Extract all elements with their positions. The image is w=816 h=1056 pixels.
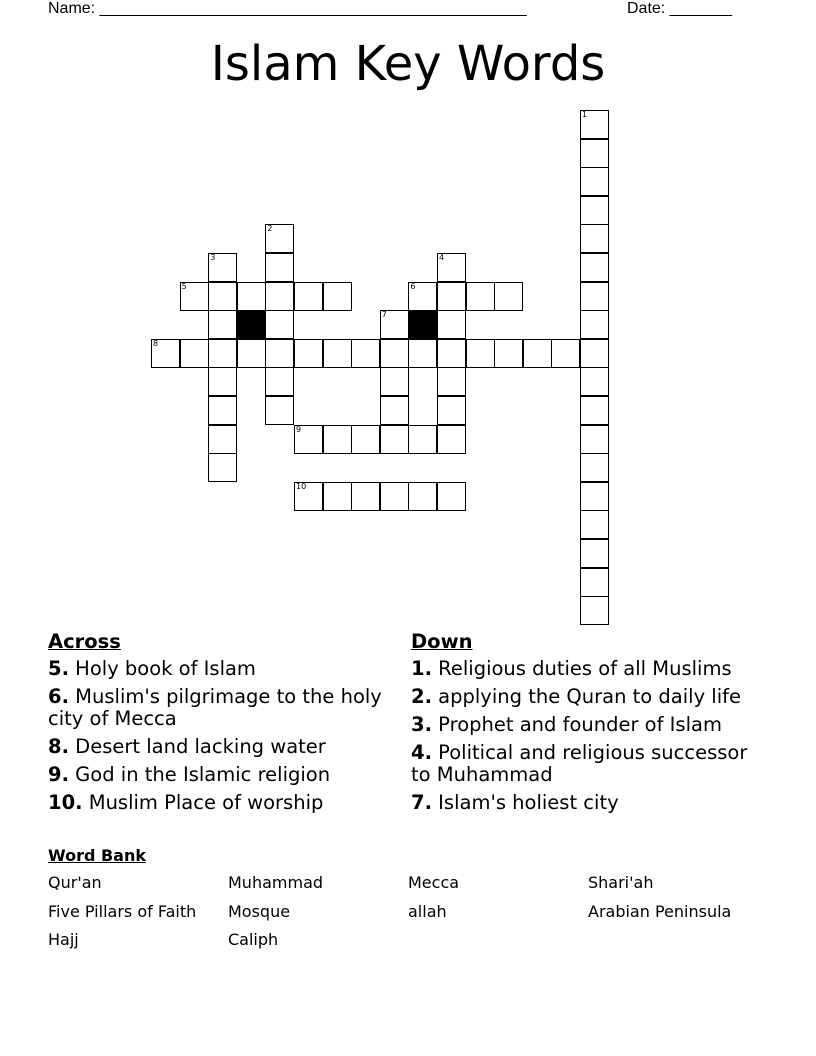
clue-number: 5 [181,281,187,291]
grid-cell[interactable] [437,253,466,282]
clue-text: Political and religious successor to Muhammad [411,741,748,786]
grid-cell[interactable] [523,339,552,368]
clue-number-label: 1. [411,657,432,680]
clue-text: applying the Quran to daily life [431,685,742,708]
grid-cell[interactable] [208,282,237,311]
grid-cell[interactable] [580,482,609,511]
across-clue-5 [48,658,393,680]
grid-cell[interactable] [323,339,352,368]
grid-cell[interactable] [208,367,237,396]
down-clue-3 [411,714,756,736]
grid-cell[interactable] [237,339,266,368]
across-clue-8 [48,736,393,758]
grid-cell[interactable] [466,282,495,311]
word-bank-item: Qur'an [48,873,102,892]
clue-text: Islam's holiest city [431,791,619,814]
clue-text: Holy book of Islam [68,657,256,680]
grid-cell[interactable] [237,282,266,311]
grid-cell[interactable] [494,282,523,311]
grid-cell[interactable] [180,282,209,311]
word-bank-title: Word Bank [48,846,147,865]
grid-cell[interactable] [580,167,609,196]
grid-cell[interactable] [551,339,580,368]
grid-cell[interactable] [580,339,609,368]
grid-cell[interactable] [580,596,609,625]
page-title: Islam Key Words [210,36,606,92]
clue-number-label: 7. [411,791,432,814]
word-bank-item: allah [408,901,447,921]
grid-cell[interactable] [208,425,237,454]
grid-cell[interactable] [437,282,466,311]
grid-cell[interactable] [437,310,466,339]
clue-number: 3 [210,253,216,262]
word-bank-item: Caliph [228,930,279,949]
grid-cell[interactable] [180,339,209,368]
across-clues [48,630,393,820]
clue-text: Desert land lacking water [68,735,326,758]
clue-number-label: 4. [411,741,432,764]
across-clue-10 [48,792,393,814]
date-field-label: Date: _______ [627,0,732,17]
clue-number-label: 6. [48,685,69,708]
down-heading: Down [411,630,473,653]
grid-cell[interactable] [380,482,409,511]
clue-number: 7 [381,310,387,320]
down-clue-4 [411,742,756,786]
grid-cell[interactable] [437,425,466,454]
grid-cell[interactable] [408,339,437,368]
grid-cell[interactable] [294,339,323,368]
grid-cell[interactable] [408,425,437,454]
across-heading: Across [48,630,121,653]
grid-cell[interactable] [580,139,609,168]
grid-cell[interactable] [323,282,352,311]
grid-cell[interactable] [323,425,352,454]
grid-cell[interactable] [580,110,609,139]
across-clue-6 [48,686,393,730]
grid-cell[interactable] [265,339,294,368]
clue-number: 2 [267,224,273,234]
word-bank-item: Hajj [48,930,79,949]
grid-cell[interactable] [351,425,380,454]
grid-cell[interactable] [208,310,237,339]
grid-cell[interactable] [408,482,437,511]
grid-cell[interactable] [208,339,237,368]
clue-number: 8 [153,338,159,348]
grid-cell[interactable] [151,339,180,368]
grid-cell[interactable] [580,453,609,482]
grid-cell[interactable] [466,339,495,368]
clue-number: 9 [296,424,302,434]
clue-number: 10 [296,481,307,491]
grid-cell[interactable] [380,310,409,339]
grid-cell[interactable] [580,425,609,454]
grid-cell[interactable] [580,396,609,425]
grid-cell[interactable] [208,253,237,282]
grid-cell[interactable] [380,339,409,368]
grid-cell[interactable] [437,339,466,368]
grid-cell[interactable] [294,282,323,311]
grid-cell[interactable] [580,282,609,311]
down-clue-list [411,658,756,814]
grid-block-cell [237,310,266,339]
grid-cell[interactable] [408,282,437,311]
grid-cell[interactable] [380,425,409,454]
clue-text: Prophet and founder of Islam [431,713,722,736]
grid-cell[interactable] [323,482,352,511]
clue-number-label: 10. [48,791,83,814]
grid-cell[interactable] [208,453,237,482]
grid-cell[interactable] [437,367,466,396]
clue-number-label: 8. [48,735,69,758]
grid-cell[interactable] [580,539,609,568]
clue-number-label: 9. [48,763,69,786]
clue-number: 4 [439,253,445,262]
grid-cell[interactable] [437,482,466,511]
grid-cell[interactable] [437,396,466,425]
name-field-label: Name: ________________________________________________ [48,0,527,17]
grid-cell[interactable] [580,367,609,396]
clue-number-label: 3. [411,713,432,736]
word-bank-item: Five Pillars of Faith [48,901,197,921]
grid-cell[interactable] [351,339,380,368]
word-bank-item: Mosque [228,901,291,921]
clue-text: Muslim's pilgrimage to the holy city of Mecca [48,685,382,730]
grid-cell[interactable] [265,253,294,282]
grid-cell[interactable] [580,224,609,253]
grid-cell[interactable] [580,196,609,225]
grid-cell[interactable] [208,396,237,425]
grid-cell[interactable] [294,425,323,454]
grid-block-cell [408,310,437,339]
grid-cell[interactable] [494,339,523,368]
grid-cell[interactable] [265,282,294,311]
down-clue-2 [411,686,756,708]
clue-number: 1 [582,110,588,119]
down-clues [411,630,756,820]
word-bank [48,872,768,958]
down-clue-1 [411,658,756,680]
clue-number: 6 [410,281,416,291]
grid-cell[interactable] [351,482,380,511]
across-clue-9 [48,764,393,786]
clue-number-label: 2. [411,685,432,708]
down-clue-7 [411,792,756,814]
word-bank-item: Shari'ah [588,873,654,892]
grid-cell[interactable] [580,510,609,539]
word-bank-item: Arabian Peninsula [588,901,732,921]
grid-cell[interactable] [265,224,294,253]
across-clue-list [48,658,393,814]
grid-cell[interactable] [265,396,294,425]
word-bank-item: Mecca [408,873,460,892]
grid-cell[interactable] [265,310,294,339]
grid-cell[interactable] [580,568,609,597]
grid-cell[interactable] [380,396,409,425]
grid-cell[interactable] [380,367,409,396]
grid-cell[interactable] [265,367,294,396]
grid-cell[interactable] [580,253,609,282]
clue-text: Religious duties of all Muslims [431,657,732,680]
word-bank-item: Muhammad [228,873,324,892]
clue-text: Muslim Place of worship [82,791,324,814]
clue-number-label: 5. [48,657,69,680]
grid-cell[interactable] [580,310,609,339]
clue-text: God in the Islamic religion [68,763,331,786]
grid-cell[interactable] [294,482,323,511]
